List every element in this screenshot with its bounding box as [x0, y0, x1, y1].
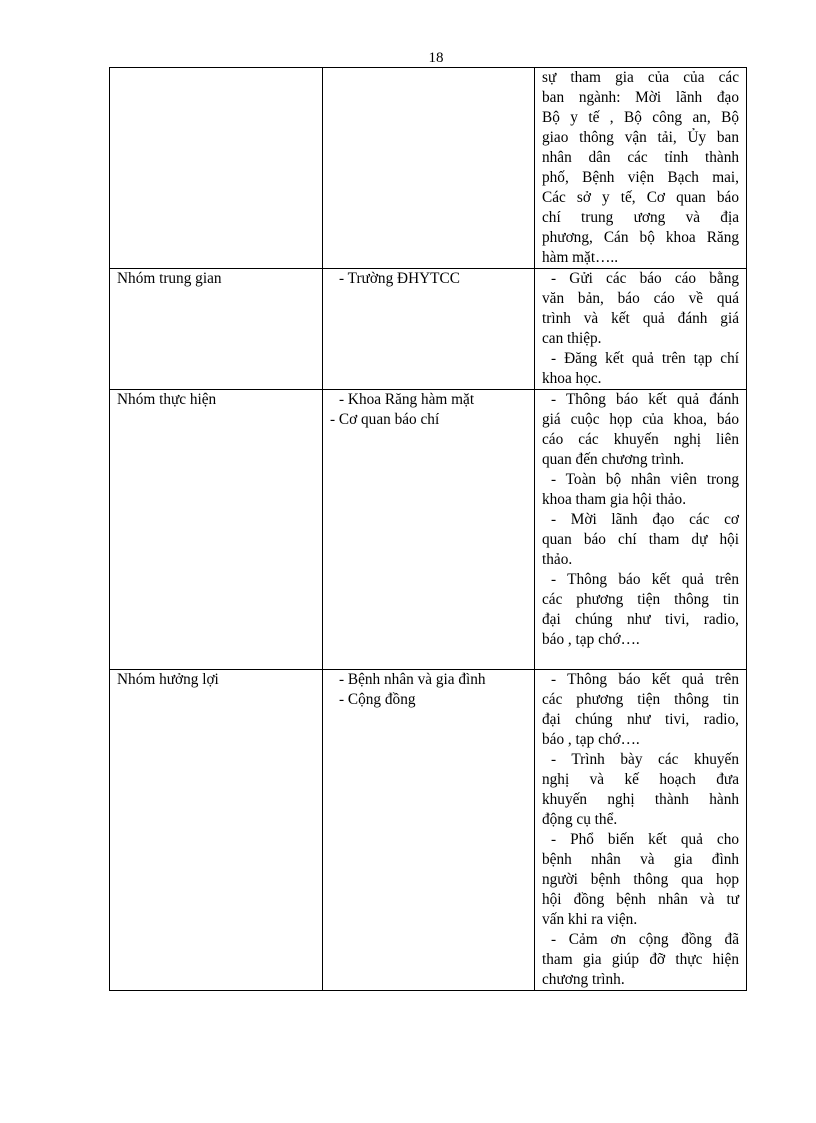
- action-line: khuyến nghị thành hành: [542, 791, 739, 808]
- action-line: hội đồng bệnh nhân và tư: [542, 891, 739, 908]
- action-line: hàm mặt…..: [542, 249, 619, 266]
- action-line: ban ngành: Mời lãnh đạo: [542, 89, 739, 106]
- action-line: - Gửi các báo cáo bằng: [551, 270, 739, 287]
- action-line: nghị và kế hoạch đưa: [542, 771, 739, 788]
- target-item: - Trường ĐHYTCC: [339, 270, 460, 287]
- action-line: Bộ y tế , Bộ công an, Bộ: [542, 109, 739, 126]
- table-row: [110, 670, 747, 991]
- group-label: Nhóm trung gian: [117, 270, 222, 287]
- group-cell: [110, 269, 323, 390]
- action-line: cáo các khuyến nghị liên: [542, 431, 739, 448]
- action-line: người bệnh thông qua họp: [542, 871, 739, 888]
- actions-cell: [535, 670, 747, 991]
- action-line: các phương tiện thông tin: [542, 691, 739, 708]
- action-line: - Toàn bộ nhân viên trong: [551, 471, 739, 488]
- target-item: - Cơ quan báo chí: [330, 411, 440, 428]
- action-line: bệnh nhân và gia đình: [542, 851, 739, 868]
- action-line: Các sở y tế, Cơ quan báo: [542, 189, 739, 206]
- page-number: 18: [428, 50, 444, 66]
- actions-cell: [535, 390, 747, 670]
- action-line: giao thông vận tải, Ủy ban: [542, 129, 739, 146]
- group-label: Nhóm thực hiện: [117, 391, 217, 408]
- action-line: phố, Bệnh viện Bạch mai,: [542, 169, 739, 186]
- action-line: động cụ thể.: [542, 811, 618, 828]
- action-line: đại chúng như tivi, radio,: [542, 611, 739, 628]
- action-line: - Đăng kết quả trên tạp chí: [551, 350, 739, 367]
- group-cell: [110, 390, 323, 670]
- dissemination-table: [109, 67, 747, 991]
- action-line: báo , tạp chớ….: [542, 631, 640, 648]
- action-line: giá cuộc họp của khoa, báo: [542, 411, 739, 428]
- action-line: chương trình.: [542, 971, 625, 988]
- action-line: can thiệp.: [542, 330, 602, 347]
- action-line: thảo.: [542, 551, 573, 568]
- action-line: phương, Cán bộ khoa Răng: [542, 229, 739, 246]
- action-line: - Thông báo kết quả trên: [551, 571, 739, 588]
- table-row: [110, 390, 747, 670]
- action-line: quan báo chí tham dự hội: [542, 531, 739, 548]
- group-cell: [110, 68, 323, 269]
- group-label: Nhóm hưởng lợi: [117, 671, 219, 688]
- action-line: - Cảm ơn cộng đồng đã: [551, 931, 739, 948]
- targets-cell: [323, 68, 535, 269]
- action-line: trình và kết quả đánh giá: [542, 310, 739, 327]
- group-cell: [110, 670, 323, 991]
- targets-cell: [323, 269, 535, 390]
- action-line: văn bản, báo cáo về quá: [542, 290, 739, 307]
- actions-cell: [535, 68, 747, 269]
- action-line: đại chúng như tivi, radio,: [542, 711, 739, 728]
- action-line: khoa học.: [542, 370, 602, 387]
- action-line: - Trình bày các khuyến: [551, 751, 739, 768]
- table-row: [110, 68, 747, 269]
- target-item: - Khoa Răng hàm mặt: [339, 391, 475, 408]
- action-line: - Thông báo kết quả trên: [551, 671, 739, 688]
- target-item: - Cộng đồng: [339, 691, 416, 708]
- action-line: sự tham gia của của các: [542, 69, 739, 86]
- targets-cell: [323, 390, 535, 670]
- actions-cell: [535, 269, 747, 390]
- action-line: chí trung ương và địa: [542, 209, 739, 226]
- action-line: quan đến chương trình.: [542, 451, 685, 468]
- action-line: báo , tạp chớ….: [542, 731, 640, 748]
- action-line: - Mời lãnh đạo các cơ: [551, 511, 739, 528]
- action-line: khoa tham gia hội thảo.: [542, 491, 687, 508]
- action-line: nhân dân các tỉnh thành: [542, 149, 739, 166]
- action-line: các phương tiện thông tin: [542, 591, 739, 608]
- target-item: - Bệnh nhân và gia đình: [339, 671, 486, 688]
- action-line: - Thông báo kết quả đánh: [551, 391, 739, 408]
- action-line: - Phổ biến kết quả cho: [551, 831, 739, 848]
- table-row: [110, 269, 747, 390]
- action-line: tham gia giúp đỡ thực hiện: [542, 951, 739, 968]
- action-line: vấn khi ra viện.: [542, 911, 638, 928]
- targets-cell: [323, 670, 535, 991]
